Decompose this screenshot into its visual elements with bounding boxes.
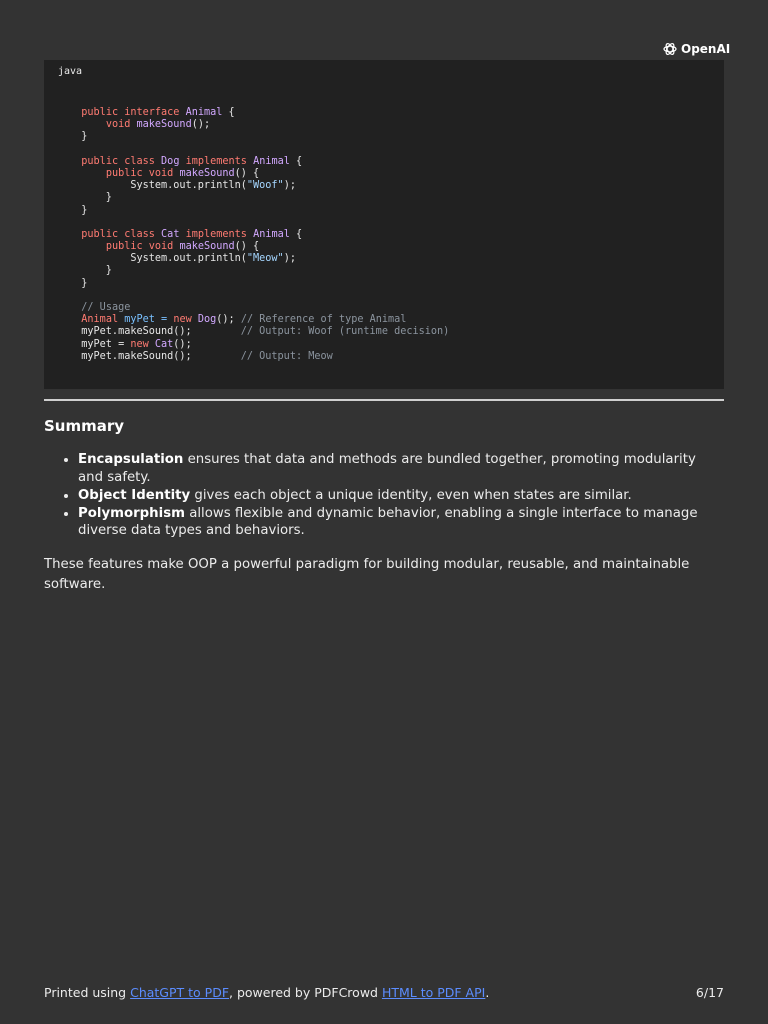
html-to-pdf-api-link[interactable]: HTML to PDF API [381,985,486,1000]
code-token: System.out.println( [69,253,247,265]
code-block [44,60,724,389]
code-token [69,168,106,179]
code-token: } [69,192,112,204]
code-line [69,156,449,168]
code-content [69,107,449,363]
footer-middle: , powered by PDFCrowd [229,985,382,1000]
code-language-label: java [58,66,83,77]
chatgpt-to-pdf-link[interactable]: ChatGPT to PDF [130,985,230,1000]
summary-item-object-identity [78,487,714,505]
code-line [69,241,449,253]
code-token [69,119,106,130]
code-token: // Output: Meow [240,350,333,362]
page-number: 6/17 [695,985,724,1000]
code-token: public [81,228,119,240]
code-token: new [173,314,192,326]
summary-term: Object Identity [78,487,191,503]
divider [44,399,724,401]
code-line [69,217,449,229]
code-token: new [130,338,149,350]
code-token: makeSound [136,119,192,131]
code-token: System.out.println( [69,180,247,192]
code-token: class [124,155,155,167]
summary-text: gives each object a unique identity, even when states are similar. [190,487,632,503]
code-token [69,107,81,118]
code-token: (); [216,314,241,326]
code-token: makeSound [179,241,235,253]
code-token: } [69,131,88,143]
code-token: public [105,167,143,179]
code-token: Cat [161,228,180,240]
openai-icon [662,41,678,57]
summary-item-encapsulation [78,451,714,486]
code-token: class [124,228,155,240]
code-token: Animal [185,107,223,118]
code-line [69,351,449,363]
code-line [69,278,449,290]
code-line [69,265,449,277]
summary-list [44,451,714,540]
code-token: myPet.makeSound(); [69,350,241,362]
code-token: Dog [197,314,217,326]
code-token: } [69,265,112,277]
footer-prefix: Printed using [44,985,131,1000]
code-token: () { [234,241,260,253]
code-line [69,339,449,351]
code-token: // Output: Woof (runtime decision) [240,326,450,338]
code-token: Animal [253,228,290,240]
code-token: Cat [154,338,174,350]
code-line [69,180,449,192]
code-token: implements [185,155,247,167]
code-token [69,241,106,252]
code-token: // Usage [81,302,131,313]
code-token [69,314,81,325]
code-token: } [69,204,88,216]
code-token: void [105,119,131,131]
code-token [69,156,81,167]
code-line [69,326,449,338]
footer-suffix: . [485,985,490,1000]
code-token: = [161,314,168,326]
code-line [69,205,449,217]
code-token: interface [124,107,180,118]
code-token: (); [191,119,211,131]
code-token: ); [283,253,296,265]
summary-term: Encapsulation [78,452,184,467]
openai-logo [662,40,731,58]
code-token: (); [173,338,192,350]
code-token [69,302,81,313]
code-token: ); [283,180,296,192]
code-token: "Meow" [246,253,284,265]
code-token: public [81,107,119,118]
code-line [69,107,449,119]
summary-text: ensures that data and methods are bundled together, promoting modularity and safety. [78,452,696,485]
code-line [69,119,449,131]
code-token: makeSound [179,167,235,179]
code-token: public [105,241,143,253]
code-token: public [81,155,119,167]
code-line [69,131,449,143]
logo-text: OpenAI [681,42,731,56]
code-token: // Reference of type Animal [240,314,407,326]
code-line [69,290,449,302]
code-token: () { [234,167,260,179]
code-token: Animal [253,155,290,167]
code-token [69,229,81,240]
summary-title: Summary [44,417,125,435]
code-token: { [222,107,235,118]
summary-text: allows flexible and dynamic behavior, enabling a single interface to manage diverse data types and behaviors. [78,505,698,538]
code-line [69,192,449,204]
code-line [69,314,449,326]
code-token: implements [185,228,247,240]
code-token: "Woof" [246,180,284,192]
summary-item-polymorphism [78,505,714,540]
code-line [69,229,449,241]
code-token: Dog [161,155,180,167]
code-token: Animal [81,314,119,326]
code-token: void [148,167,174,179]
code-token: } [69,277,88,289]
code-token: { [289,155,303,167]
footer-credit [44,985,489,1000]
code-token: void [148,241,174,253]
code-line [69,144,449,156]
code-token: myPet = [69,338,131,350]
code-line [69,168,449,180]
summary-term: Polymorphism [78,505,185,521]
code-line [69,302,449,314]
code-token: myPet.makeSound(); [69,326,241,338]
code-line [69,253,449,265]
conclusion-paragraph: These features make OOP a powerful paradigm for building modular, reusable, and maintainable software. [44,557,690,592]
code-token: { [289,228,303,240]
code-token: myPet [124,314,155,326]
